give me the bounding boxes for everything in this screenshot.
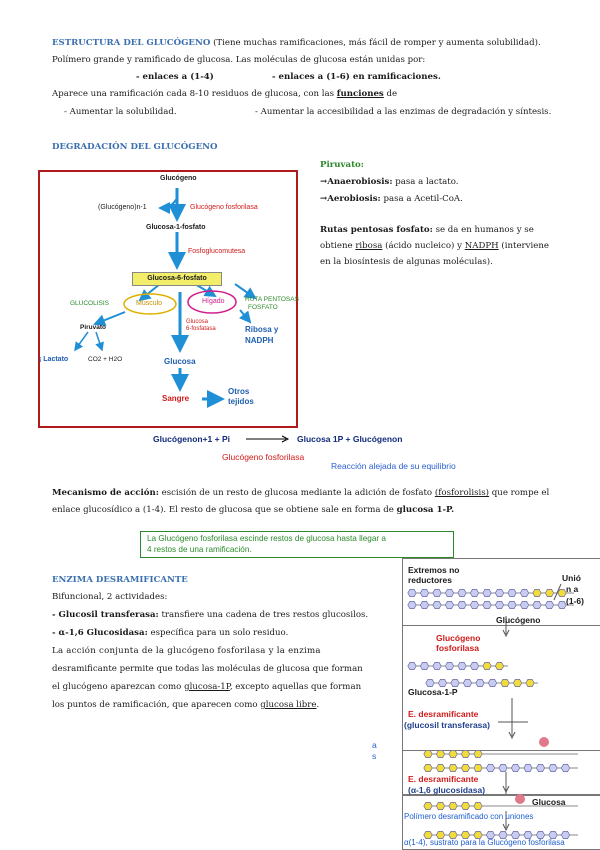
d1-glucogeno-n1: (Glucógeno)n-1	[98, 204, 147, 211]
line4-post: de	[386, 89, 398, 99]
d2-extremos1: Extremos no	[408, 565, 460, 575]
reaction-right: Glucosa 1P + Glucógenon	[297, 434, 403, 444]
glucose-residue	[520, 589, 528, 596]
glucose-residue	[474, 802, 482, 809]
glucose-residue	[488, 679, 496, 686]
glucose-residue	[545, 589, 553, 596]
glucose-residue	[458, 601, 466, 608]
fosforolisis-link: (fosforolisis)	[434, 488, 490, 498]
glucose-residue	[495, 589, 503, 596]
side-a: a	[372, 740, 377, 750]
rutas-ribosa: ribosa	[355, 241, 383, 251]
glucose-residue	[483, 589, 491, 596]
reaction-arrow	[246, 434, 290, 444]
d1-ribosa: Ribosa y	[245, 325, 279, 334]
anaerobiosis-line	[320, 177, 458, 188]
d2-union1: Unió	[562, 573, 581, 583]
glucose-residue	[408, 601, 416, 608]
glucose-residue	[463, 679, 471, 686]
d1-glucolisis: GLUCOLISIS	[70, 300, 110, 307]
d1-fosfato: FOSFATO	[248, 304, 278, 311]
glucosa-1p-link: glucosa-1P	[184, 682, 230, 692]
glucose-residue	[495, 662, 503, 669]
side-s: s	[372, 751, 377, 761]
glucose-residue	[474, 764, 482, 771]
section3-p1: La acción conjunta de la glucógeno fosforilasa y la enzima	[52, 646, 321, 656]
glucose-residue	[486, 764, 494, 771]
glucose-residue	[461, 750, 469, 757]
rutas-l2-pre: obtiene	[320, 241, 353, 251]
glucose-residue	[445, 601, 453, 608]
glucose-residue	[436, 802, 444, 809]
glucose-residue	[458, 589, 466, 596]
glucosidasa-text: específica para un solo residuo.	[150, 628, 289, 638]
d2-fosf2: fosforilasa	[436, 643, 479, 653]
d1-tejidos: tejidos	[228, 397, 254, 406]
glucose-residue	[533, 601, 541, 608]
d2-glucosa: Glucosa	[532, 797, 566, 807]
d2-union3: (1-6)	[566, 596, 584, 606]
glucose-residue	[508, 589, 516, 596]
rutas-line1	[320, 225, 534, 236]
function-accessibility: - Aumentar la accesibilidad a las enzimas de degradación y síntesis.	[255, 107, 552, 117]
section1-title-line	[52, 38, 541, 49]
glucose-residue	[483, 601, 491, 608]
section3-p3	[52, 682, 361, 693]
mechanism-l1-post: que rompe el	[491, 488, 550, 498]
glucose-residue	[558, 589, 566, 596]
d1-g6p: Glucosa-6-fosfato	[132, 272, 222, 286]
function-solubility: - Aumentar la solubilidad.	[64, 107, 177, 117]
line4-pre: Aparece una ramificación cada 8-10 residuos de glucosa, con las	[52, 89, 335, 99]
anaerobiosis-label: →Anaerobiosis:	[320, 177, 393, 187]
reaction-note: Reacción alejada de su equilibrio	[331, 461, 456, 471]
p3-pre: el glucógeno aparezcan como	[52, 682, 182, 692]
glucose-residue	[520, 601, 528, 608]
glucose-residue	[424, 802, 432, 809]
glucose-residue	[561, 764, 569, 771]
d2-union2: n a	[566, 584, 579, 594]
glucose-residue	[495, 601, 503, 608]
aerobiosis-text: pasa a Acetil-CoA.	[383, 194, 463, 204]
arrow-piruvato-lactato	[75, 332, 88, 350]
d2-extremos2: reductores	[408, 575, 452, 585]
glycogen-degradation-diagram	[38, 170, 298, 428]
glucose-residue	[420, 601, 428, 608]
fosforilasa-note-box	[140, 531, 454, 558]
glucose-residue	[483, 662, 491, 669]
d1-piruvato: Piruvato	[80, 324, 107, 331]
glucose-residue	[420, 662, 428, 669]
d1-co2: CO2 + H2O	[88, 356, 123, 363]
glucose-residue	[474, 750, 482, 757]
glucose-residue	[470, 662, 478, 669]
rutas-l1: se da en humanos y se	[435, 225, 534, 235]
p3-post: , excepto aquellas que forman	[229, 682, 362, 692]
rutas-line2	[320, 241, 549, 252]
d1-musculo: Músculo	[136, 300, 163, 307]
glucose-residue	[445, 589, 453, 596]
section1-title: ESTRUCTURA DEL GLUCÓGENO	[52, 38, 211, 48]
piruvato-title: Piruvato:	[320, 160, 364, 170]
section3-l1: Bifuncional, 2 actividades:	[52, 592, 168, 602]
mechanism-l1-pre: escisión de un resto de glucosa mediante la adición de fosfato	[161, 488, 433, 498]
section3-p2: desramificante permite que todas las moléculas de glucosa que forman	[52, 664, 363, 674]
glucose-residue	[408, 662, 416, 669]
glucose-residue	[433, 601, 441, 608]
glucose-residue	[549, 764, 557, 771]
section1-line4	[52, 89, 397, 100]
glucose-residue	[461, 764, 469, 771]
p4-post: .	[316, 700, 320, 710]
rutas-l2-mid: (ácido nucleico) y	[385, 241, 462, 251]
d1-glucogeno: Glucógeno	[160, 175, 197, 182]
p4-pre: los puntos de ramificación, que aparecen como	[52, 700, 258, 710]
rutas-line3: en la biosíntesis de algunas moléculas).	[320, 257, 493, 267]
glucose-residue	[524, 764, 532, 771]
d2-glucogeno: Glucógeno	[496, 615, 541, 625]
glucose-residue	[451, 679, 459, 686]
glucose-residue	[426, 679, 434, 686]
glucose-residue	[461, 802, 469, 809]
glucose-residue	[424, 764, 432, 771]
d2-edes1: E. desramificante	[408, 709, 479, 719]
d2-polimero1: Polímero desramificado con uniones	[404, 812, 534, 821]
d2-fosf1: Glucógeno	[436, 633, 481, 643]
note-line2: 4 restos de una ramificación.	[147, 544, 252, 554]
bond-alpha-1-6: - enlaces a (1-6) en ramificaciones.	[272, 72, 441, 82]
glucose-residue	[526, 679, 534, 686]
glucose-residue	[449, 764, 457, 771]
anaerobiosis-text: pasa a lactato.	[395, 177, 459, 187]
d1-higado: Hígado	[202, 298, 225, 305]
lactato-text: Lactato	[43, 356, 69, 363]
d2-polimero2: α(1-4), sustrato para la Glucógeno fosforilasa	[404, 838, 565, 847]
glucosa-libre-link: glucosa libre	[260, 700, 317, 710]
free-glucose	[515, 794, 525, 804]
mechanism-label: Mecanismo de acción:	[52, 488, 159, 498]
glucose-residue	[408, 589, 416, 596]
glucose-residue	[458, 662, 466, 669]
d1-ruta-pentosas: RUTA PENTOSAS	[245, 296, 299, 303]
section3-l3	[52, 628, 288, 639]
d1-mutasa: Fosfoglucomutesa	[188, 248, 246, 255]
d2-edes2b: (α-1,6 glucosidasa)	[408, 785, 486, 795]
glucose-residue	[558, 601, 566, 608]
aerobiosis-label: →Aerobiosis:	[320, 194, 381, 204]
d1-g1p: Glucosa-1-fosfato	[146, 224, 206, 231]
mechanism-line2	[52, 505, 454, 516]
d1-g6fosfatasa-1: Glucosa	[186, 319, 209, 325]
d1-glucosa: Glucosa	[164, 357, 196, 366]
arrow-glucogeno-n1	[160, 198, 177, 208]
mechanism-line1	[52, 488, 549, 499]
section3-p4	[52, 700, 319, 711]
glucose-residue	[533, 589, 541, 596]
glucose-residue	[420, 589, 428, 596]
d1-g6fosfatasa-2: 6-fosfatasa	[186, 326, 216, 332]
mechanism-l2-bold: glucosa 1-P.	[396, 505, 455, 515]
glucose-residue	[433, 589, 441, 596]
glucose-residue	[449, 802, 457, 809]
glucose-residue	[438, 679, 446, 686]
arrow-g6p-musculo	[140, 284, 160, 300]
funciones-link: funciones	[336, 89, 384, 99]
glucose-residue	[511, 764, 519, 771]
glucosil-text: transfiere una cadena de tres restos glucosilos.	[161, 610, 369, 620]
section1-title-note: (Tiene muchas ramificaciones, más fácil de romper y aumenta solubilidad).	[213, 38, 541, 48]
glucose-residue	[508, 601, 516, 608]
note-line1: La Glucógeno fosforilasa escinde restos de glucosa hasta llegar a	[147, 534, 386, 543]
glucose-residue	[536, 764, 544, 771]
aerobiosis-line	[320, 194, 463, 205]
glucose-residue	[445, 662, 453, 669]
glucosidasa-label: - α-1,6 Glucosidasa:	[52, 628, 148, 638]
glucose-residue	[449, 750, 457, 757]
glucose-residue	[545, 601, 553, 608]
arrow-piruvato-co2	[96, 332, 102, 350]
rutas-label: Rutas pentosas fosfato:	[320, 225, 433, 235]
reaction-left: Glucógenon+1 + Pi	[153, 434, 230, 444]
debranching-diagram	[378, 558, 600, 848]
section1-line2: Polímero grande y ramificado de glucosa. Las moléculas de glucosa están unidas por:	[52, 55, 426, 65]
glucosil-label: - Glucosil transferasa:	[52, 610, 159, 620]
glucose-residue	[513, 679, 521, 686]
d1-lactato: ¡ Lactato	[39, 356, 69, 363]
bond-alpha-1-4: - enlaces a (1-4)	[136, 72, 214, 82]
glucose-residue	[470, 601, 478, 608]
glucose-residue	[436, 750, 444, 757]
section3-l2	[52, 610, 368, 621]
glucose-residue	[424, 750, 432, 757]
glucose-residue	[499, 764, 507, 771]
d1-fosforilasa: Glucógeno fosforilasa	[190, 204, 258, 211]
glucose-residue	[433, 662, 441, 669]
released-glucose	[539, 737, 549, 747]
glucose-residue	[501, 679, 509, 686]
mechanism-l2-pre: enlace glucosídico a (1-4). El resto de glucosa que se obtiene sale en forma de	[52, 505, 394, 515]
d2-edes2: E. desramificante	[408, 774, 479, 784]
d2-g1p: Glucosa-1-P	[408, 687, 458, 697]
glucose-residue	[476, 679, 484, 686]
rutas-nadph: NADPH	[464, 241, 499, 251]
reaction-enzyme: Glucógeno fosforilasa	[222, 452, 305, 462]
d1-sangre: Sangre	[162, 394, 190, 403]
arrow-musculo-piruvato	[95, 312, 125, 324]
d1-otros: Otros	[228, 387, 250, 396]
d1-nadph: NADPH	[245, 336, 274, 345]
section3-title: ENZIMA DESRAMIFICANTE	[52, 575, 188, 585]
section2-title: DEGRADACIÓN DEL GLUCÓGENO	[52, 142, 218, 152]
glucose-residue	[470, 589, 478, 596]
d2-edes1b: (glucosil transferasa)	[404, 720, 490, 730]
glucose-residue	[436, 764, 444, 771]
rutas-l2-post: (interviene	[501, 241, 549, 251]
